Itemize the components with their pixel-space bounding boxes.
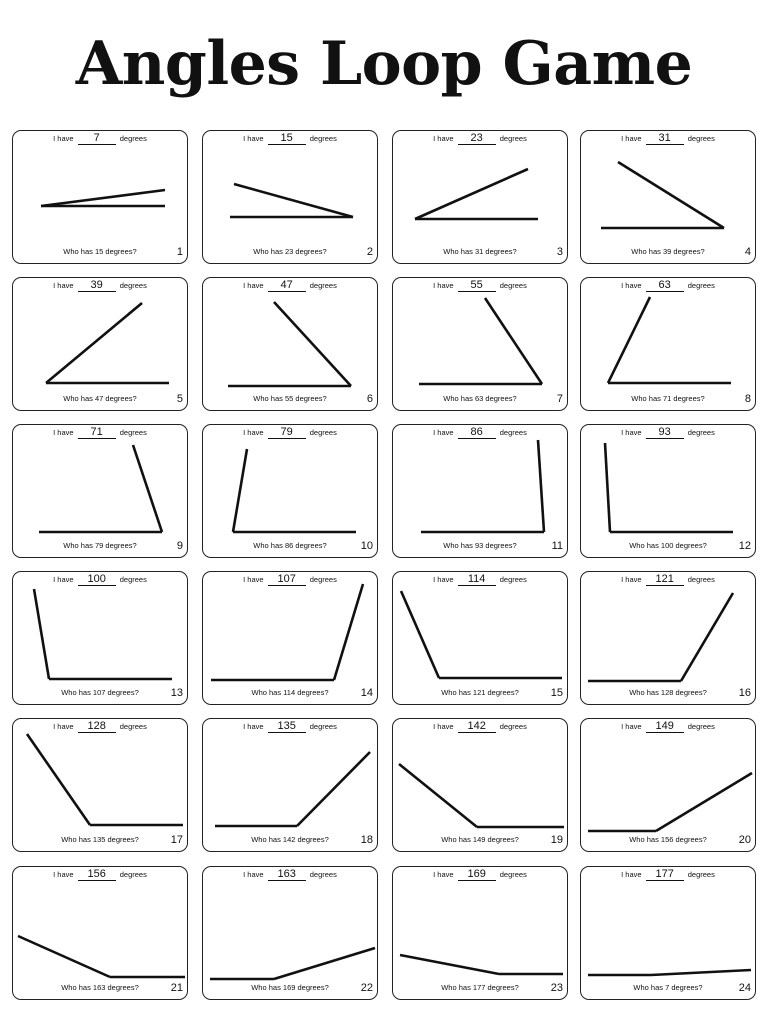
degree-value: 7 [93, 132, 100, 144]
angle-drawing [203, 425, 379, 559]
have-prefix: I have [243, 428, 264, 437]
angle-drawing [581, 719, 757, 853]
have-suffix: degrees [119, 575, 147, 584]
angle-drawing [203, 131, 379, 265]
angle-arm-ray [334, 584, 363, 680]
card-number: 2 [366, 246, 373, 258]
card-number: 22 [360, 982, 373, 994]
angle-drawing [393, 425, 569, 559]
angle-arm-ray [538, 440, 544, 532]
have-suffix: degrees [119, 134, 147, 143]
who-has-question: Who has 93 degrees? [443, 541, 517, 550]
angle-drawing [393, 867, 569, 1001]
angle-arm-ray [274, 302, 351, 386]
have-prefix: I have [53, 722, 74, 731]
angle-arm-ray [46, 303, 142, 383]
degree-value: 114 [467, 573, 486, 585]
card-number: 9 [176, 540, 183, 552]
angle-arm-ray [133, 445, 162, 532]
loop-card [392, 424, 568, 558]
who-has-question: Who has 39 degrees? [631, 247, 705, 256]
have-prefix: I have [433, 870, 454, 879]
angle-drawing [581, 867, 757, 1001]
card-number: 8 [744, 393, 751, 405]
have-suffix: degrees [687, 281, 715, 290]
who-has-question: Who has 71 degrees? [631, 394, 705, 403]
loop-card [580, 277, 756, 411]
degree-value: 71 [90, 426, 103, 438]
loop-card [392, 571, 568, 705]
angle-drawing [13, 572, 189, 706]
degree-value: 100 [87, 573, 106, 585]
angle-drawing [393, 719, 569, 853]
page-title: Angles Loop Game [75, 29, 693, 99]
loop-card [202, 424, 378, 558]
have-prefix: I have [621, 722, 642, 731]
have-suffix: degrees [499, 428, 527, 437]
loop-card [392, 130, 568, 264]
loop-card [202, 277, 378, 411]
have-prefix: I have [243, 575, 264, 584]
have-prefix: I have [621, 575, 642, 584]
have-prefix: I have [433, 575, 454, 584]
have-suffix: degrees [687, 575, 715, 584]
degree-value: 177 [655, 868, 674, 880]
have-suffix: degrees [687, 870, 715, 879]
who-has-question: Who has 149 degrees? [441, 835, 519, 844]
angle-arm-ray [41, 190, 165, 206]
loop-card [580, 571, 756, 705]
angle-drawing [203, 867, 379, 1001]
angle-arm-ray [399, 764, 477, 827]
who-has-question: Who has 79 degrees? [63, 541, 137, 550]
loop-card [580, 866, 756, 1000]
degree-value: 79 [280, 426, 293, 438]
card-number: 10 [360, 540, 373, 552]
angle-arm-ray [27, 734, 90, 825]
have-suffix: degrees [687, 134, 715, 143]
have-prefix: I have [243, 281, 264, 290]
degree-value: 135 [277, 720, 296, 732]
angle-arm-ray [681, 593, 733, 681]
degree-value: 47 [280, 279, 293, 291]
angle-drawing [203, 719, 379, 853]
loop-card [580, 130, 756, 264]
card-number: 3 [556, 246, 563, 258]
angle-drawing [393, 278, 569, 412]
degree-value: 55 [470, 279, 483, 291]
degree-value: 39 [90, 279, 103, 291]
have-prefix: I have [621, 281, 642, 290]
angle-arm-ray [651, 970, 751, 975]
card-number: 1 [176, 246, 183, 258]
who-has-question: Who has 135 degrees? [61, 835, 139, 844]
card-number: 16 [738, 687, 751, 699]
loop-card [392, 718, 568, 852]
who-has-question: Who has 121 degrees? [441, 688, 519, 697]
have-prefix: I have [243, 134, 264, 143]
loop-card [12, 866, 188, 1000]
angle-arm-ray [234, 184, 353, 217]
loop-card [580, 718, 756, 852]
angle-drawing [581, 425, 757, 559]
loop-card [392, 866, 568, 1000]
degree-value: 107 [277, 573, 296, 585]
have-prefix: I have [53, 575, 74, 584]
degree-value: 93 [658, 426, 671, 438]
have-prefix: I have [621, 134, 642, 143]
loop-card [202, 571, 378, 705]
card-number: 6 [366, 393, 373, 405]
degree-value: 149 [655, 720, 674, 732]
have-suffix: degrees [119, 722, 147, 731]
degree-value: 31 [658, 132, 671, 144]
loop-card [392, 277, 568, 411]
have-prefix: I have [53, 428, 74, 437]
card-grid [12, 130, 758, 1002]
have-suffix: degrees [119, 428, 147, 437]
who-has-question: Who has 156 degrees? [629, 835, 707, 844]
degree-value: 63 [658, 279, 671, 291]
have-prefix: I have [243, 722, 264, 731]
have-prefix: I have [621, 870, 642, 879]
loop-card [12, 130, 188, 264]
angle-arm-ray [34, 589, 49, 679]
card-number: 20 [738, 834, 751, 846]
have-suffix: degrees [309, 722, 337, 731]
loop-card [202, 866, 378, 1000]
angle-arm-ray [608, 297, 650, 383]
who-has-question: Who has 142 degrees? [251, 835, 329, 844]
have-prefix: I have [53, 281, 74, 290]
have-suffix: degrees [119, 870, 147, 879]
angle-arm-ray [233, 449, 247, 532]
who-has-question: Who has 31 degrees? [443, 247, 517, 256]
have-prefix: I have [53, 134, 74, 143]
who-has-question: Who has 100 degrees? [629, 541, 707, 550]
who-has-question: Who has 114 degrees? [251, 688, 329, 697]
degree-value: 169 [467, 868, 486, 880]
degree-value: 128 [87, 720, 106, 732]
have-suffix: degrees [309, 134, 337, 143]
loop-card [12, 277, 188, 411]
loop-card [202, 130, 378, 264]
angle-arm-ray [415, 169, 528, 219]
angle-drawing [581, 572, 757, 706]
have-suffix: degrees [499, 575, 527, 584]
loop-card [12, 424, 188, 558]
angle-arm-ray [274, 948, 375, 979]
have-suffix: degrees [499, 281, 527, 290]
have-prefix: I have [433, 134, 454, 143]
card-number: 17 [170, 834, 183, 846]
card-number: 11 [551, 540, 563, 552]
card-number: 13 [170, 687, 183, 699]
angle-drawing [581, 131, 757, 265]
who-has-question: Who has 47 degrees? [63, 394, 137, 403]
card-number: 14 [360, 687, 373, 699]
have-suffix: degrees [309, 281, 337, 290]
who-has-question: Who has 177 degrees? [441, 983, 519, 992]
angle-drawing [203, 278, 379, 412]
who-has-question: Who has 163 degrees? [61, 983, 139, 992]
card-number: 5 [176, 393, 183, 405]
angle-drawing [393, 572, 569, 706]
have-suffix: degrees [499, 722, 527, 731]
angle-arm-ray [605, 443, 610, 532]
card-number: 24 [738, 982, 751, 994]
card-number: 23 [550, 982, 563, 994]
who-has-question: Who has 86 degrees? [253, 541, 327, 550]
who-has-question: Who has 15 degrees? [63, 247, 137, 256]
have-suffix: degrees [309, 870, 337, 879]
angle-drawing [581, 278, 757, 412]
angle-drawing [13, 867, 189, 1001]
have-prefix: I have [53, 870, 74, 879]
who-has-question: Who has 23 degrees? [253, 247, 327, 256]
angle-drawing [13, 278, 189, 412]
loop-card [202, 718, 378, 852]
card-number: 18 [360, 834, 373, 846]
have-suffix: degrees [119, 281, 147, 290]
angle-drawing [393, 131, 569, 265]
angle-drawing [13, 425, 189, 559]
have-prefix: I have [621, 428, 642, 437]
have-suffix: degrees [687, 722, 715, 731]
card-number: 21 [170, 982, 183, 994]
degree-value: 121 [655, 573, 674, 585]
degree-value: 86 [470, 426, 483, 438]
have-prefix: I have [433, 281, 454, 290]
degree-value: 163 [277, 868, 296, 880]
have-suffix: degrees [499, 870, 527, 879]
have-prefix: I have [433, 722, 454, 731]
have-prefix: I have [243, 870, 264, 879]
angle-drawing [13, 131, 189, 265]
card-number: 19 [550, 834, 563, 846]
angle-arm-ray [485, 298, 542, 384]
angle-arm-ray [401, 591, 439, 678]
degree-value: 156 [87, 868, 106, 880]
who-has-question: Who has 7 degrees? [633, 983, 703, 992]
angle-arm-ray [618, 162, 724, 228]
card-number: 12 [738, 540, 751, 552]
who-has-question: Who has 128 degrees? [629, 688, 707, 697]
angle-arm-ray [18, 936, 110, 977]
degree-value: 15 [280, 132, 293, 144]
have-prefix: I have [433, 428, 454, 437]
degree-value: 142 [467, 720, 486, 732]
loop-card [12, 718, 188, 852]
card-number: 15 [550, 687, 563, 699]
angle-arm-ray [656, 773, 752, 831]
loop-card [580, 424, 756, 558]
who-has-question: Who has 63 degrees? [443, 394, 517, 403]
angle-drawing [203, 572, 379, 706]
card-number: 7 [556, 393, 563, 405]
card-number: 4 [744, 246, 751, 258]
angle-arm-ray [400, 955, 499, 974]
have-suffix: degrees [309, 575, 337, 584]
have-suffix: degrees [309, 428, 337, 437]
angle-drawing [13, 719, 189, 853]
loop-card [12, 571, 188, 705]
who-has-question: Who has 169 degrees? [251, 983, 329, 992]
have-suffix: degrees [499, 134, 527, 143]
degree-value: 23 [470, 132, 483, 144]
who-has-question: Who has 107 degrees? [61, 688, 139, 697]
who-has-question: Who has 55 degrees? [253, 394, 327, 403]
have-suffix: degrees [687, 428, 715, 437]
angle-arm-ray [297, 752, 370, 826]
